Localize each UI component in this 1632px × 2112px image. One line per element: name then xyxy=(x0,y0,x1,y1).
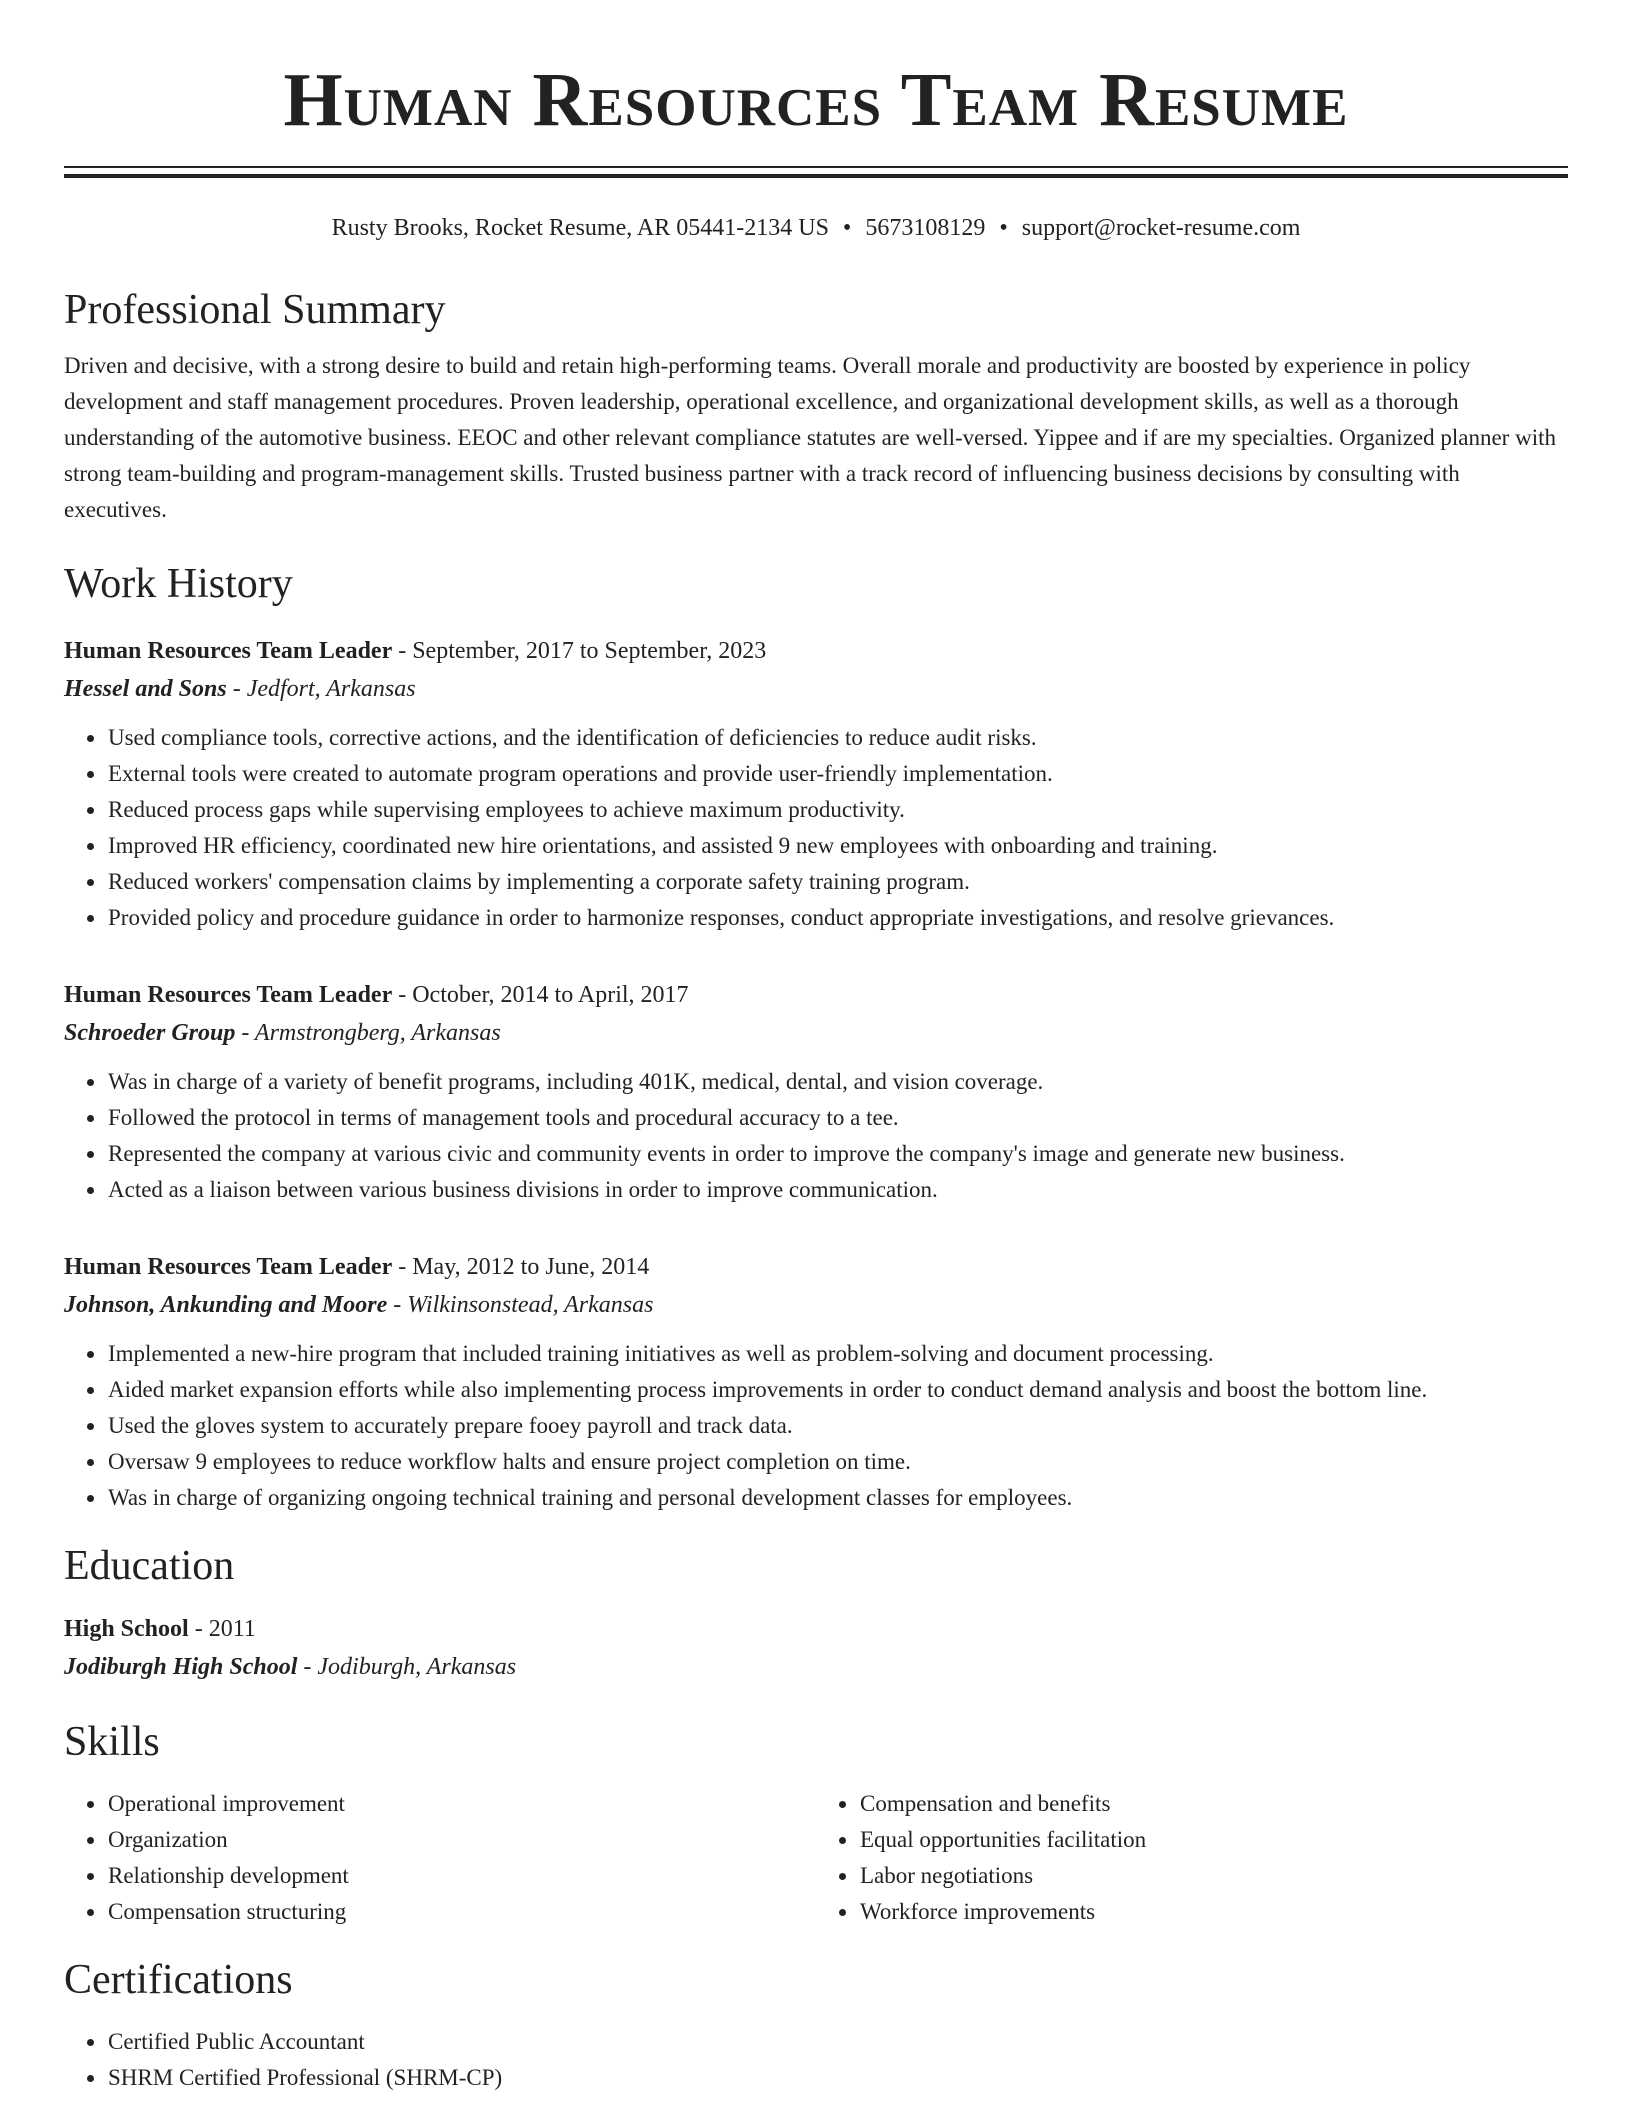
job-bullet: • Improved HR efficiency, coordinated new hire orientations, and assisted 9 new employees with onboarding and training. xyxy=(107,828,1568,864)
certification-item: • Certified Public Accountant xyxy=(107,2024,1568,2060)
job-bullet: • Represented the company at various civic and community events in order to improve the company's image and generate new business. xyxy=(107,1136,1568,1172)
job-company: Johnson, Ankunding and Moore xyxy=(64,1292,388,1318)
job-entry xyxy=(64,976,1568,1208)
education-heading: Education xyxy=(64,1543,235,1589)
education-entry xyxy=(64,1610,1568,1686)
job-bullet: • Provided policy and procedure guidance in order to harmonize responses, conduct appropriate investigations, and resolve grievances. xyxy=(107,900,1568,936)
summary-text: Driven and decisive, with a strong desire to build and retain high-performing teams. Overall morale and productivity are boosted by experience in policy development and staff management procedures. Proven leadership, operational excellence, and organizational development skills, as well as a thorough understanding of the automotive business. EEOC and other relevant compliance statutes are well-versed. Yippee and if are my specialties. Organized planner with strong team-building and program-management skills. Trusted business partner with a track record of influencing business decisions by consulting with executives. xyxy=(64,353,1556,522)
job-bullet: • Reduced process gaps while supervising employees to achieve maximum productivity. xyxy=(107,792,1568,828)
job-dates: - September, 2017 to September, 2023 xyxy=(392,638,767,664)
title-rule-thin xyxy=(64,166,1568,168)
job-bullet: • Oversaw 9 employees to reduce workflow halts and ensure project completion on time. xyxy=(107,1444,1568,1480)
skill-item: • Compensation structuring xyxy=(107,1894,816,1930)
resume-title: Human Resources Team Resume xyxy=(283,58,1349,142)
skill-item: • Equal opportunities facilitation xyxy=(859,1822,1568,1858)
job-title-line xyxy=(64,1248,1568,1286)
job-bullet: • Used compliance tools, corrective actions, and the identification of deficiencies to reduce audit risks. xyxy=(107,720,1568,756)
job-bullet: • Implemented a new-hire program that included training initiatives as well as problem-solving and document processing. xyxy=(107,1336,1568,1372)
job-location: - Jedfort, Arkansas xyxy=(226,676,416,702)
contact-line xyxy=(64,212,1568,244)
job-company: Hessel and Sons xyxy=(64,676,227,702)
education-degree: High School xyxy=(64,1616,189,1642)
contact-email: support@rocket-resume.com xyxy=(1021,215,1301,241)
job-bullet: • Acted as a liaison between various business divisions in order to improve communication. xyxy=(107,1172,1568,1208)
contact-separator: • xyxy=(842,215,852,241)
job-dates: - May, 2012 to June, 2014 xyxy=(392,1254,650,1280)
job-company-line xyxy=(64,670,1568,708)
job-bullet: • Followed the protocol in terms of management tools and procedural accuracy to a tee. xyxy=(107,1100,1568,1136)
certifications-heading: Certifications xyxy=(64,1957,293,2003)
education-school: Jodiburgh High School xyxy=(64,1654,298,1680)
job-bullet: • Used the gloves system to accurately prepare fooey payroll and track data. xyxy=(107,1408,1568,1444)
skill-item: • Organization xyxy=(107,1822,816,1858)
skill-item: • Labor negotiations xyxy=(859,1858,1568,1894)
job-company-line xyxy=(64,1014,1568,1052)
contact-separator: • xyxy=(999,215,1008,241)
summary-heading: Professional Summary xyxy=(64,287,446,333)
job-title-line xyxy=(64,632,1568,670)
skills-columns xyxy=(64,1786,1568,1930)
job-company-line xyxy=(64,1286,1568,1324)
skill-item: • Workforce improvements xyxy=(859,1894,1568,1930)
job-bullet: • External tools were created to automate program operations and provide user-friendly implementation. xyxy=(107,756,1568,792)
job-location: - Wilkinsonstead, Arkansas xyxy=(387,1292,654,1318)
job-bullet: • Reduced workers' compensation claims by implementing a corporate safety training program. xyxy=(107,864,1568,900)
education-year: - 2011 xyxy=(188,1616,256,1642)
job-entry xyxy=(64,632,1568,936)
skills-heading: Skills xyxy=(64,1719,160,1765)
skills-list-right xyxy=(816,1786,1568,1930)
work-history-heading: Work History xyxy=(64,561,293,607)
job-bullet: • Aided market expansion efforts while also implementing process improvements in order to conduct demand analysis and boost the bottom line. xyxy=(107,1372,1568,1408)
skills-list-left xyxy=(64,1786,816,1930)
work-history-list xyxy=(64,632,1568,1516)
contact-phone: 5673108129 xyxy=(865,215,986,241)
job-title: Human Resources Team Leader xyxy=(64,1254,393,1280)
skill-item: • Compensation and benefits xyxy=(859,1786,1568,1822)
job-entry xyxy=(64,1248,1568,1516)
skill-item: • Relationship development xyxy=(107,1858,816,1894)
job-bullets xyxy=(64,720,1568,936)
job-title-line xyxy=(64,976,1568,1014)
job-title: Human Resources Team Leader xyxy=(64,982,393,1008)
contact-address: Rusty Brooks, Rocket Resume, AR 05441-2134 US xyxy=(331,215,829,241)
title-rule-thick xyxy=(64,174,1568,178)
job-title: Human Resources Team Leader xyxy=(64,638,393,664)
job-bullet: • Was in charge of organizing ongoing technical training and personal development classes for employees. xyxy=(107,1480,1568,1516)
job-company: Schroeder Group xyxy=(64,1020,236,1046)
job-location: - Armstrongberg, Arkansas xyxy=(235,1020,501,1046)
job-bullets xyxy=(64,1064,1568,1208)
certifications-list xyxy=(64,2024,1568,2096)
education-location: - Jodiburgh, Arkansas xyxy=(297,1654,517,1680)
job-dates: - October, 2014 to April, 2017 xyxy=(392,982,689,1008)
job-bullet: • Was in charge of a variety of benefit programs, including 401K, medical, dental, and vision coverage. xyxy=(107,1064,1568,1100)
job-bullets xyxy=(64,1336,1568,1516)
certification-item: • SHRM Certified Professional (SHRM-CP) xyxy=(107,2060,1568,2096)
skill-item: • Operational improvement xyxy=(107,1786,816,1822)
